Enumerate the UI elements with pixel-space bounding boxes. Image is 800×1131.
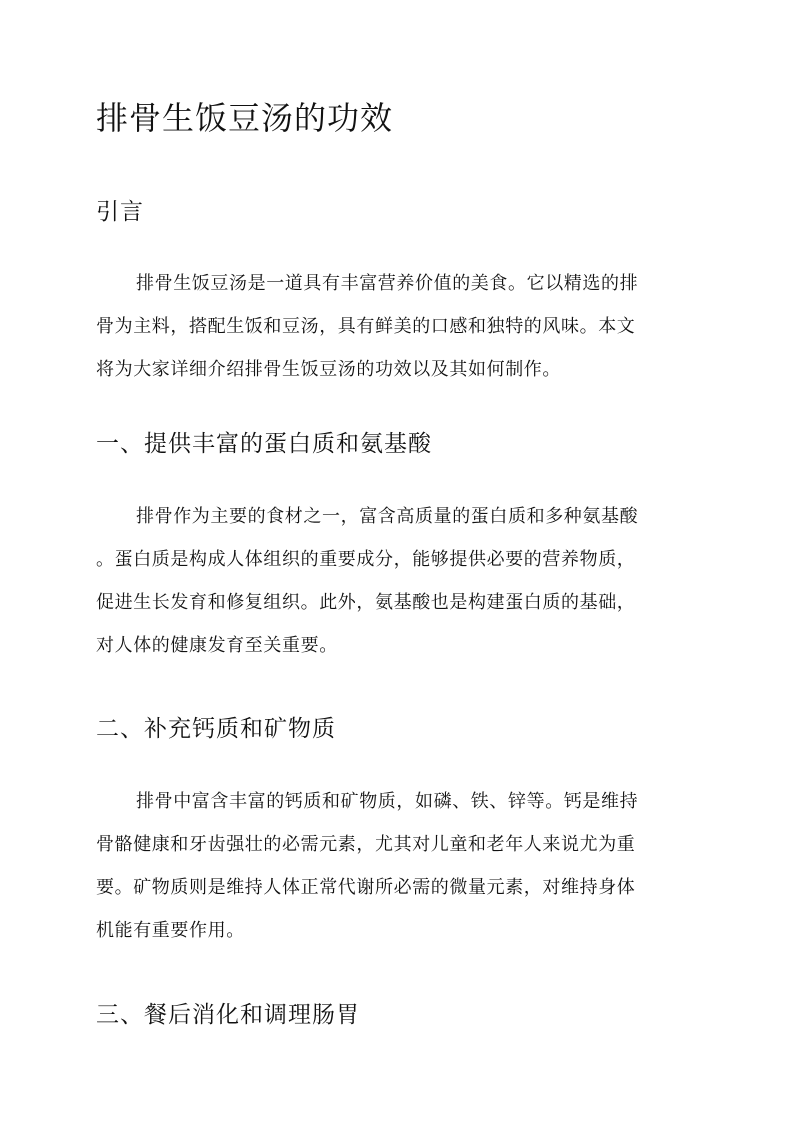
paragraph-line: 。蛋白质是构成人体组织的重要成分，能够提供必要的营养物质， — [96, 549, 636, 570]
section-heading-calcium: 二、补充钙质和矿物质 — [96, 716, 336, 742]
section-paragraph-protein — [96, 495, 702, 667]
paragraph-line: 排骨中富含丰富的钙质和矿物质，如磷、铁、锌等。钙是维持 — [136, 791, 639, 812]
section-heading-digestion: 三、餐后消化和调理肠胃 — [96, 1002, 360, 1028]
paragraph-line: 排骨生饭豆汤是一道具有丰富营养价值的美食。它以精选的排 — [136, 273, 639, 294]
paragraph-line: 促进生长发育和修复组织。此外，氨基酸也是构建蛋白质的基础， — [96, 592, 636, 613]
section-paragraph-calcium — [96, 780, 702, 952]
paragraph-line: 将为大家详细介绍排骨生饭豆汤的功效以及其如何制作。 — [96, 359, 561, 380]
section-heading-protein: 一、提供丰富的蛋白质和氨基酸 — [96, 431, 432, 457]
paragraph-line: 要。矿物质则是维持人体正常代谢所必需的微量元素，对维持身体 — [96, 877, 636, 898]
paragraph-line: 对人体的健康发育至关重要。 — [96, 635, 338, 656]
paragraph-line: 骨骼健康和牙齿强壮的必需元素，尤其对儿童和老年人来说尤为重 — [96, 834, 636, 855]
section-paragraph-intro — [96, 262, 702, 391]
document-title: 排骨生饭豆汤的功效 — [96, 99, 394, 137]
paragraph-line: 骨为主料，搭配生饭和豆汤，具有鲜美的口感和独特的风味。本文 — [96, 316, 636, 337]
section-heading-intro: 引言 — [96, 199, 144, 225]
paragraph-line: 排骨作为主要的食材之一，富含高质量的蛋白质和多种氨基酸 — [136, 506, 639, 527]
paragraph-line: 机能有重要作用。 — [96, 920, 245, 941]
